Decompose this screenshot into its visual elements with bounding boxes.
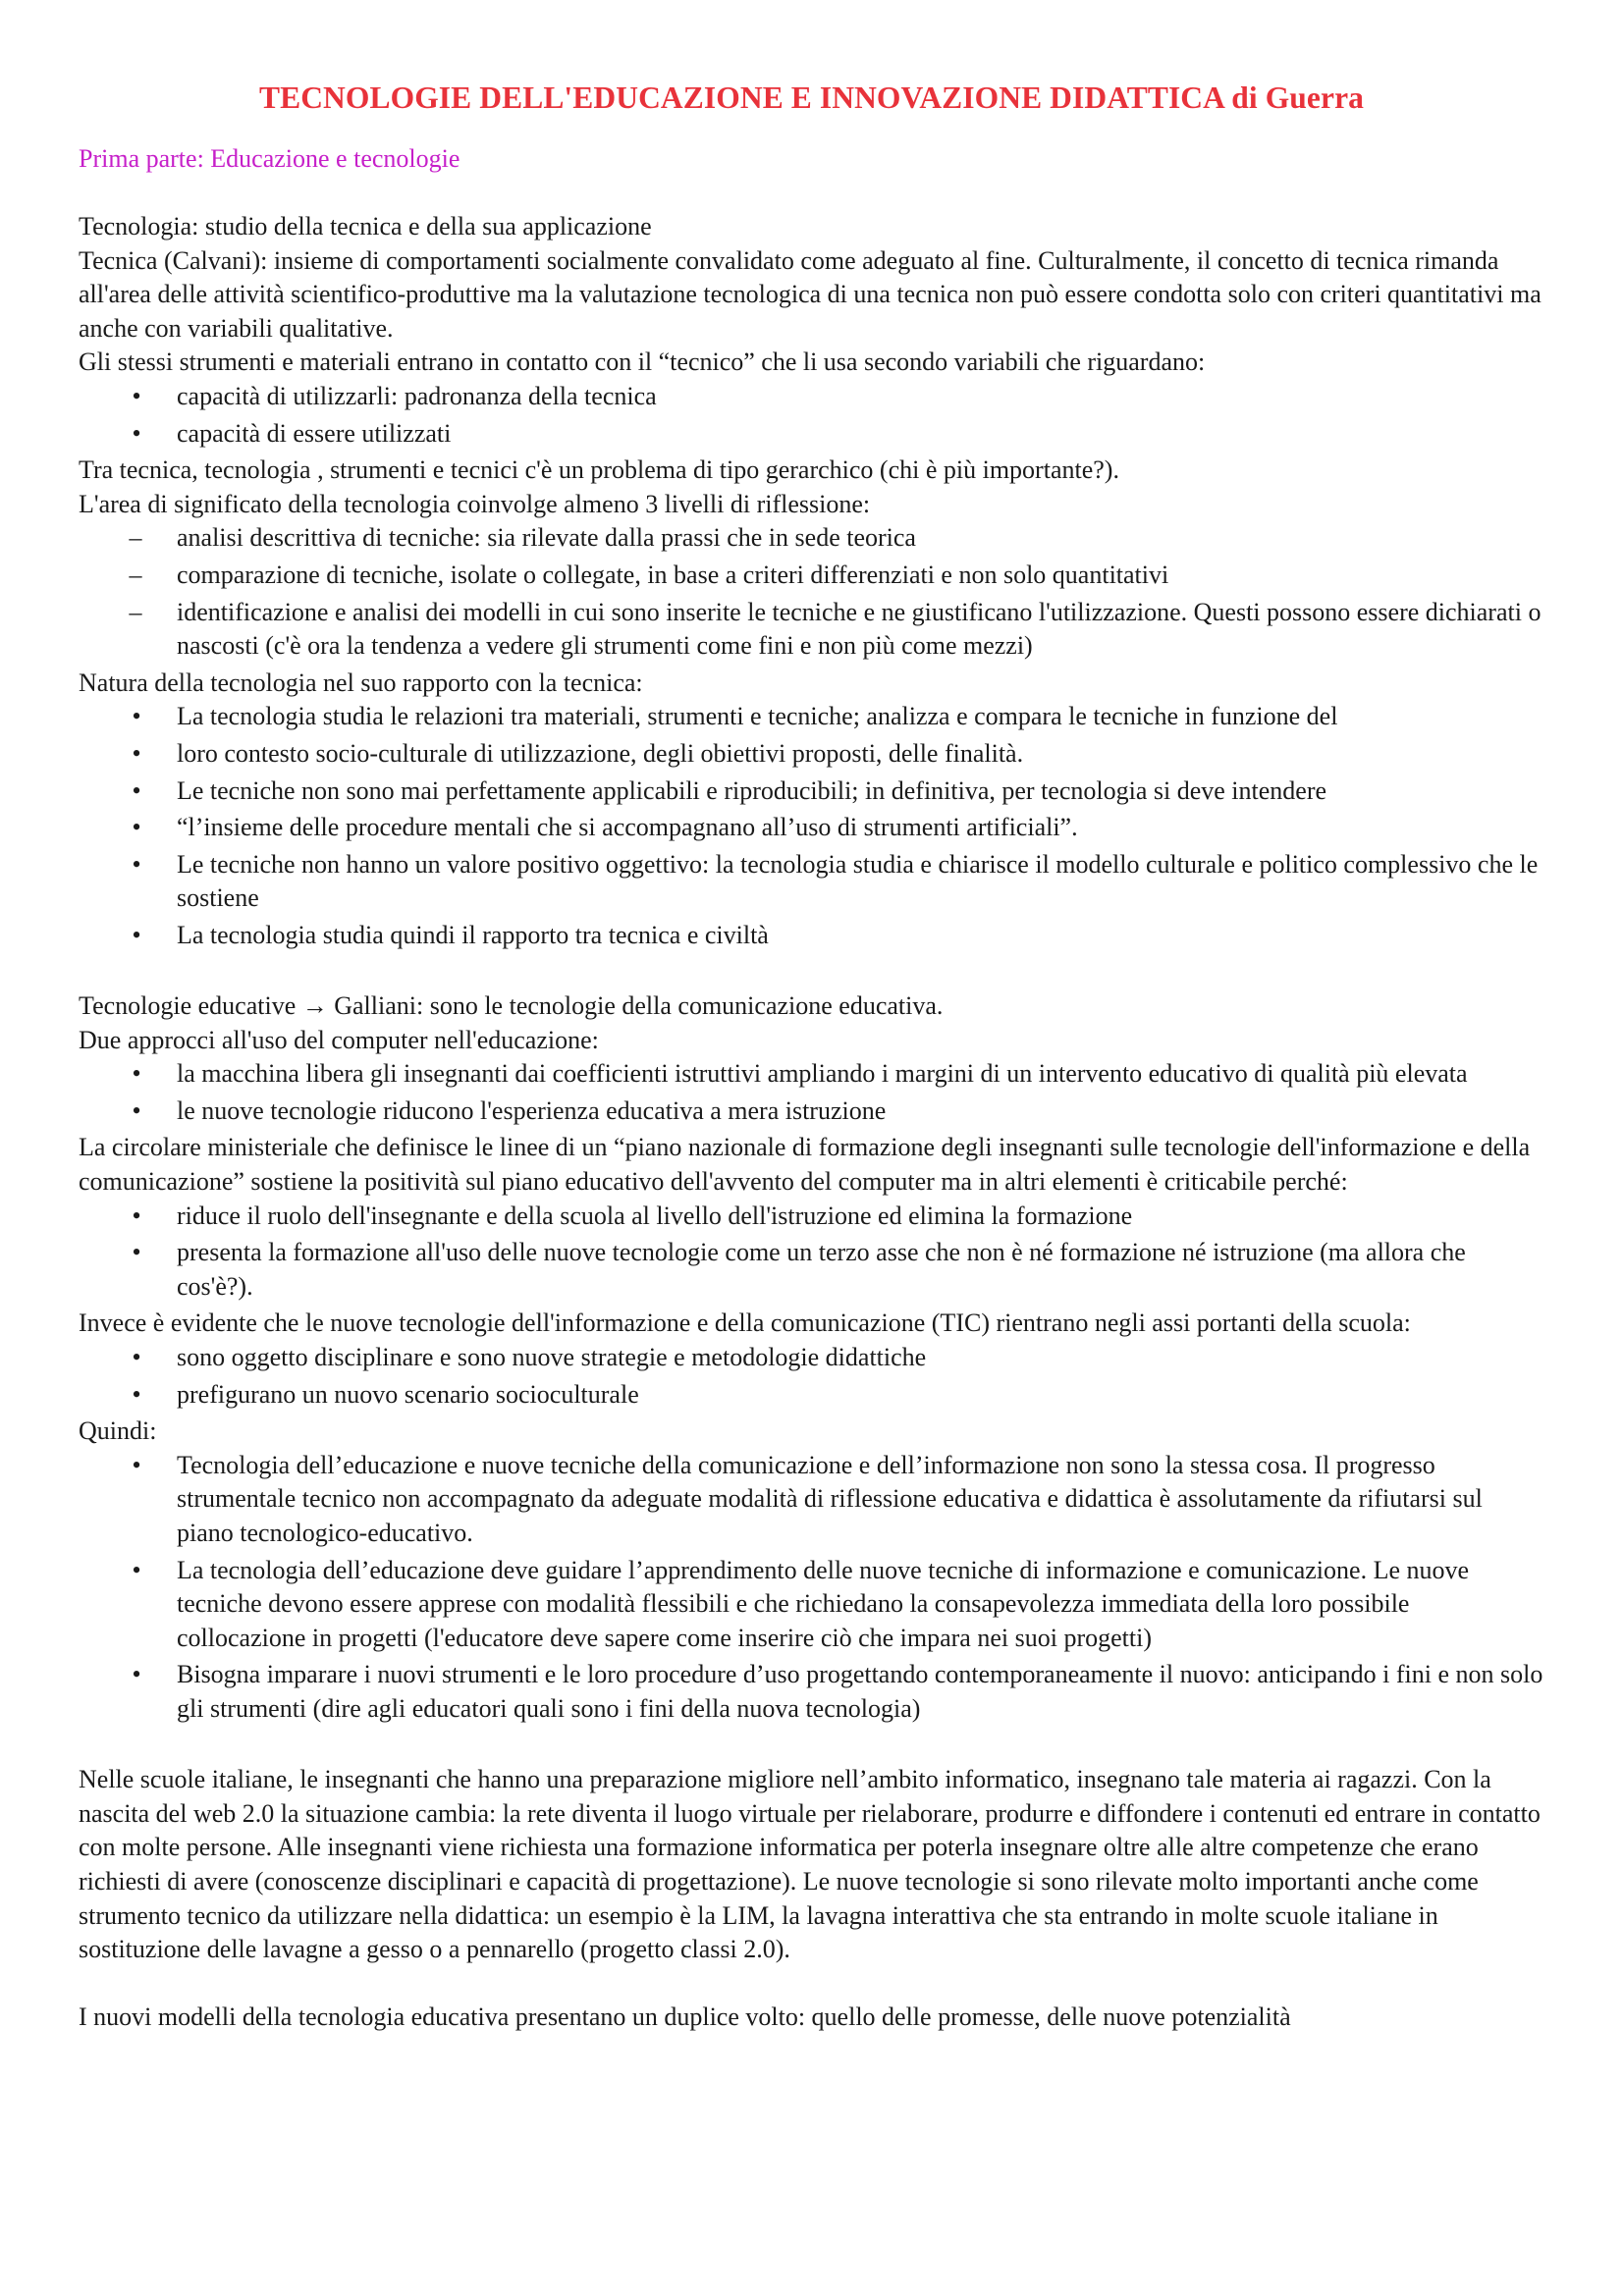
spacer: [79, 1967, 1544, 2002]
list-item: [79, 1378, 1544, 1413]
paragraph: Gli stessi strumenti e materiali entrano in contatto con il “tecnico” che li usa secondo variabili che riguardano:: [79, 347, 1206, 377]
list-item: [79, 1095, 1544, 1129]
list-item-text: Le tecniche non hanno un valore positivo oggettivo: la tecnologia studia e chiarisce il modello culturale e politico complessivo che le sostiene: [177, 849, 1539, 913]
list-item: [79, 919, 1544, 953]
list-item-text: La tecnologia studia le relazioni tra materiali, strumenti e tecniche; analizza e compara le tecniche in funzione del: [177, 702, 1338, 731]
list-item-text: “l’insieme delle procedure mentali che si accompagnano all’uso di strumenti artificiali”.: [177, 813, 1078, 842]
bullet-icon: •: [132, 702, 141, 731]
list-item: [79, 559, 1544, 593]
bullet-icon: •: [132, 738, 141, 768]
bullet-list: [79, 380, 1544, 451]
dash-icon: –: [129, 523, 142, 553]
list-item: [79, 1200, 1544, 1234]
list-item-text: le nuove tecnologie riducono l'esperienza educativa a mera istruzione: [177, 1095, 887, 1125]
list-item-text: Tecnologia dell’educazione e nuove tecniche della comunicazione e dell’informazione non sono la stessa cosa. Il progresso strumentale tecnico non accompagnato da adeguate modalità di riflessione educativa e didattica è assolutamente da rifiutarsi sul piano tecnologico-educativo.: [177, 1450, 1483, 1547]
list-item-text: Le tecniche non sono mai perfettamente applicabili e riproducibili; in definitiva, per tecnologia si deve intendere: [177, 775, 1327, 805]
bullet-list: [79, 1057, 1544, 1128]
paragraph: I nuovi modelli della tecnologia educativa presentano un duplice volto: quello delle promesse, delle nuove potenzialità: [79, 2002, 1291, 2032]
list-item: [79, 1658, 1544, 1726]
paragraph: Invece è evidente che le nuove tecnologie dell'informazione e della comunicazione (TIC) rientrano negli assi portanti della scuola:: [79, 1308, 1411, 1338]
list-item-text: analisi descrittiva di tecniche: sia rilevate dalla prassi che in sede teorica: [177, 523, 916, 553]
list-item-text: prefigurano un nuovo scenario socioculturale: [177, 1379, 639, 1409]
list-item: [79, 380, 1544, 414]
paragraph: Tecnologie educative → Galliani: sono le tecnologie della comunicazione educativa.: [79, 991, 944, 1021]
bullet-icon: •: [132, 1660, 141, 1689]
list-item-text: identificazione e analisi dei modelli in cui sono inserite le tecniche e ne giustificano l'utilizzazione. Questi possono essere dichiarati o nascosti (c'è ora la tendenza a vedere gli strumenti come fini e non più come mezzi): [177, 597, 1542, 661]
section-heading: Prima parte: Educazione e tecnologie: [79, 144, 460, 173]
list-item: [79, 811, 1544, 845]
paragraph: L'area di significato della tecnologia coinvolge almeno 3 livelli di riflessione:: [79, 489, 871, 518]
list-item-text: capacità di essere utilizzati: [177, 418, 452, 448]
list-item-text: La tecnologia studia quindi il rapporto tra tecnica e civiltà: [177, 920, 769, 949]
bullet-icon: •: [132, 1450, 141, 1479]
bullet-icon: •: [132, 849, 141, 879]
list-item: [79, 417, 1544, 452]
paragraph: Tecnica (Calvani): insieme di comportamenti socialmente convalidato come adeguato al fine. Culturalmente, il concetto di tecnica rimanda all'area delle attività scientifico-produttive ma la valutazione tecnologica di una tecnica non può essere condotta solo con criteri quantitativi ma anche con variabili qualitative.: [79, 245, 1542, 343]
paragraph: Nelle scuole italiane, le insegnanti che hanno una preparazione migliore nell’ambito informatico, insegnano tale materia ai ragazzi. Con la nascita del web 2.0 la situazione cambia: la rete diventa il luogo virtuale per rielaborare, produrre e diffondere i contenuti ed entrare in contatto con molte persone. Alle insegnanti viene richiesta una formazione informatica per poterla insegnare oltre alle altre competenze che erano richiesti di avere (conoscenze disciplinari e capacità di progettazione). Le nuove tecnologie si sono rilevate molto importanti anche come strumento tecnico da utilizzare nella didattica: un esempio è la LIM, la lavagna interattiva che sta entrando in molte scuole italiane in sostituzione delle lavagne a gesso o a pennarello (progetto classi 2.0).: [79, 1765, 1541, 1964]
bullet-icon: •: [132, 1238, 141, 1267]
list-item-text: la macchina libera gli insegnanti dai coefficienti istruttivi ampliando i margini di un intervento educativo di qualità più elevata: [177, 1059, 1468, 1089]
list-item-text: loro contesto socio-culturale di utilizzazione, degli obiettivi proposti, delle finalità.: [177, 738, 1024, 768]
paragraph: Due approcci all'uso del computer nell'educazione:: [79, 1025, 599, 1054]
paragraph: Quindi:: [79, 1416, 157, 1446]
list-item-text: La tecnologia dell’educazione deve guidare l’apprendimento delle nuove tecniche di informazione e comunicazione. Le nuove tecniche devono essere apprese con modalità flessibili e che richiedano la consapevolezza immediata della loro possibile collocazione in progetti (l'educatore deve sapere come inserire ciò che impara nei suoi progetti): [177, 1555, 1470, 1652]
list-item: [79, 737, 1544, 772]
list-item: [79, 596, 1544, 664]
dash-icon: –: [129, 560, 142, 589]
document-title: TECNOLOGIE DELL'EDUCAZIONE E INNOVAZIONE DIDATTICA di Guerra: [258, 80, 1365, 115]
bullet-icon: •: [132, 1095, 141, 1125]
bullet-list: [79, 1449, 1544, 1727]
spacer: [79, 1730, 1544, 1764]
paragraph: Tra tecnica, tecnologia , strumenti e tecnici c'è un problema di tipo gerarchico (chi è più importante?).: [79, 455, 1119, 485]
paragraph: La circolare ministeriale che definisce le linee di un “piano nazionale di formazione degli insegnanti sulle tecnologie dell'informazione e della comunicazione” sostiene la positività sul piano educativo dell'avvento del computer ma in altri elementi è criticabile perché:: [79, 1133, 1531, 1197]
list-item: [79, 1341, 1544, 1375]
list-item: [79, 1057, 1544, 1092]
list-item: [79, 848, 1544, 916]
list-item-text: capacità di utilizzarli: padronanza della tecnica: [177, 381, 657, 410]
paragraph: Tecnologia: studio della tecnica e della sua applicazione: [79, 212, 652, 240]
bullet-icon: •: [132, 1201, 141, 1230]
list-item: [79, 1554, 1544, 1656]
bullet-icon: •: [132, 775, 141, 805]
dash-icon: –: [129, 597, 142, 626]
bullet-icon: •: [132, 920, 141, 949]
bullet-list: [79, 1200, 1544, 1305]
list-item: [79, 521, 1544, 556]
list-item: [79, 700, 1544, 734]
paragraph: Natura della tecnologia nel suo rapporto con la tecnica:: [79, 667, 643, 697]
bullet-icon: •: [132, 381, 141, 410]
list-item: [79, 1236, 1544, 1304]
list-item: [79, 774, 1544, 809]
list-item-text: sono oggetto disciplinare e sono nuove strategie e metodologie didattiche: [177, 1343, 927, 1371]
list-item: [79, 1449, 1544, 1551]
list-item-text: presenta la formazione all'uso delle nuove tecnologie come un terzo asse che non è né formazione né istruzione (ma allora che cos'è?).: [177, 1238, 1466, 1301]
bullet-icon: •: [132, 1059, 141, 1089]
bullet-icon: •: [132, 418, 141, 448]
bullet-list: [79, 700, 1544, 952]
list-item-text: Bisogna imparare i nuovi strumenti e le loro procedure d’uso progettando contemporaneamente il nuovo: anticipando i fini e non solo gli strumenti (dire agli educatori quali sono i fini della nuova tecnologia): [177, 1660, 1543, 1723]
bullet-list: [79, 1341, 1544, 1412]
spacer: [79, 955, 1544, 989]
bullet-icon: •: [132, 1343, 141, 1371]
bullet-icon: •: [132, 813, 141, 842]
list-item-text: riduce il ruolo dell'insegnante e della scuola al livello dell'istruzione ed elimina la formazione: [177, 1201, 1133, 1230]
bullet-icon: •: [132, 1555, 141, 1584]
bullet-icon: •: [132, 1379, 141, 1409]
list-item-text: comparazione di tecniche, isolate o collegate, in base a criteri differenziati e non solo quantitativi: [177, 560, 1169, 589]
dash-list: [79, 521, 1544, 663]
